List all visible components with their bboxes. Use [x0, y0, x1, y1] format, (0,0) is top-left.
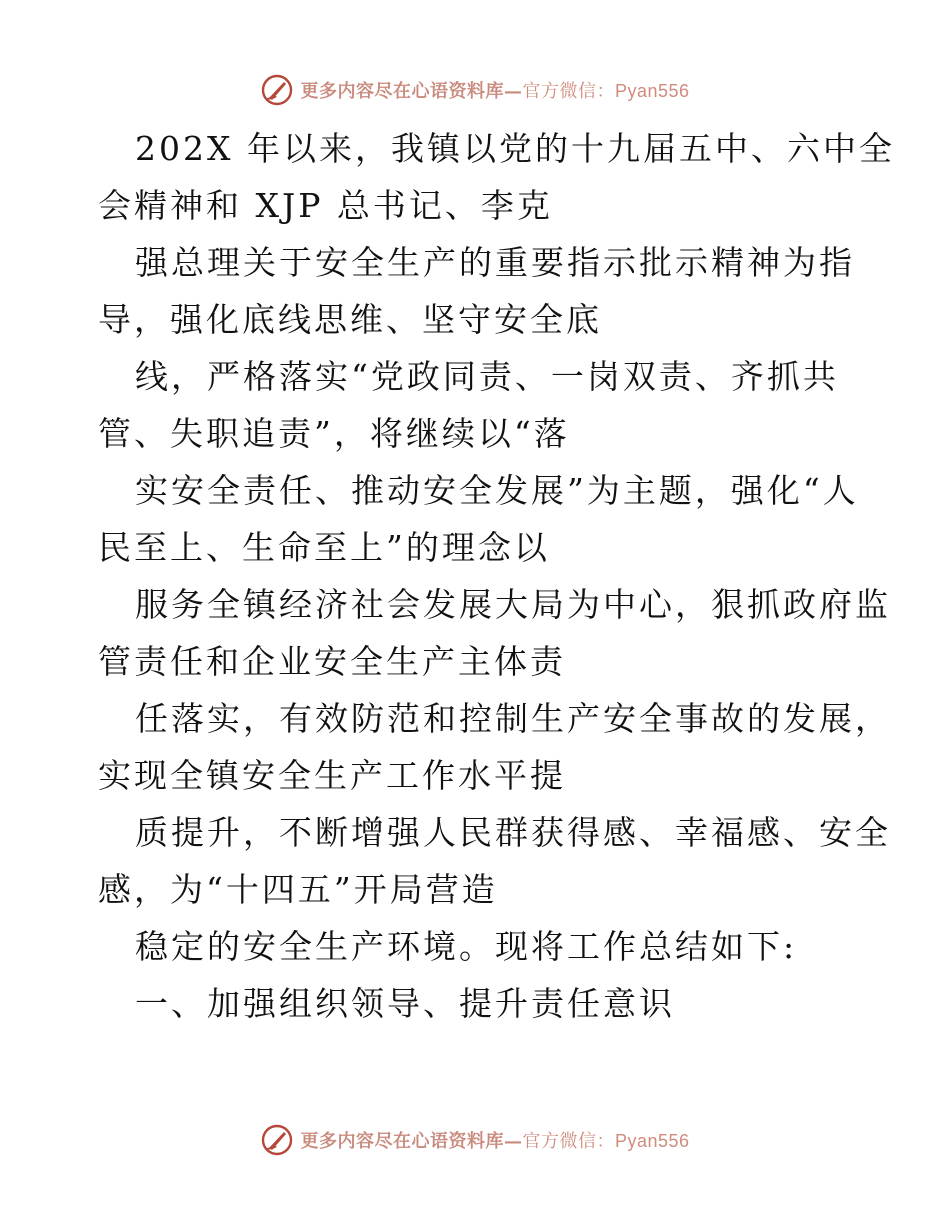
- footer-watermark: [0, 1120, 950, 1160]
- paragraph-line: 稳定的安全生产环境。现将工作总结如下:: [135, 927, 798, 966]
- paragraph-line: 感，为“十四五”开局营造: [98, 870, 498, 909]
- paragraph-line: 管责任和企业安全生产主体责: [98, 642, 566, 681]
- watermark-text: 更多内容尽在心语资料库: [300, 1131, 504, 1152]
- section-heading: 一、加强组织领导、提升责任意识: [135, 984, 675, 1023]
- paragraph-line: 民至上、生命至上”的理念以: [98, 528, 550, 567]
- paragraph-line: 202X 年以来，我镇以党的十九届五中、六中全: [135, 129, 895, 168]
- header-watermark: [0, 70, 950, 110]
- watermark-separator: —: [503, 1131, 523, 1152]
- watermark-wechat: 官方微信：Pyan556: [522, 81, 690, 101]
- quill-pen-logo-icon: [260, 1123, 294, 1157]
- paragraph-line: 管、失职追责”，将继续以“落: [98, 414, 570, 453]
- paragraph-line: 强总理关于安全生产的重要指示批示精神为指: [135, 243, 855, 282]
- paragraph-line: 任落实，有效防范和控制生产安全事故的发展，: [135, 699, 891, 738]
- paragraph-line: 会精神和 XJP 总书记、李克: [98, 186, 553, 225]
- watermark-text: 更多内容尽在心语资料库: [300, 81, 504, 102]
- paragraph-line: 实安全责任、推动安全发展”为主题，强化“人: [135, 471, 859, 510]
- watermark-separator: —: [503, 81, 523, 102]
- paragraph-line: 导，强化底线思维、坚守安全底: [98, 300, 602, 339]
- paragraph-line: 线，严格落实“党政同责、一岗双责、齐抓共: [135, 357, 839, 396]
- watermark-wechat: 官方微信：Pyan556: [522, 1131, 690, 1151]
- paragraph-line: 服务全镇经济社会发展大局为中心，狠抓政府监: [135, 585, 891, 624]
- quill-pen-logo-icon: [260, 73, 294, 107]
- document-body: [98, 120, 895, 1032]
- paragraph-line: 实现全镇安全生产工作水平提: [98, 756, 566, 795]
- paragraph-line: 质提升，不断增强人民群获得感、幸福感、安全: [135, 813, 891, 852]
